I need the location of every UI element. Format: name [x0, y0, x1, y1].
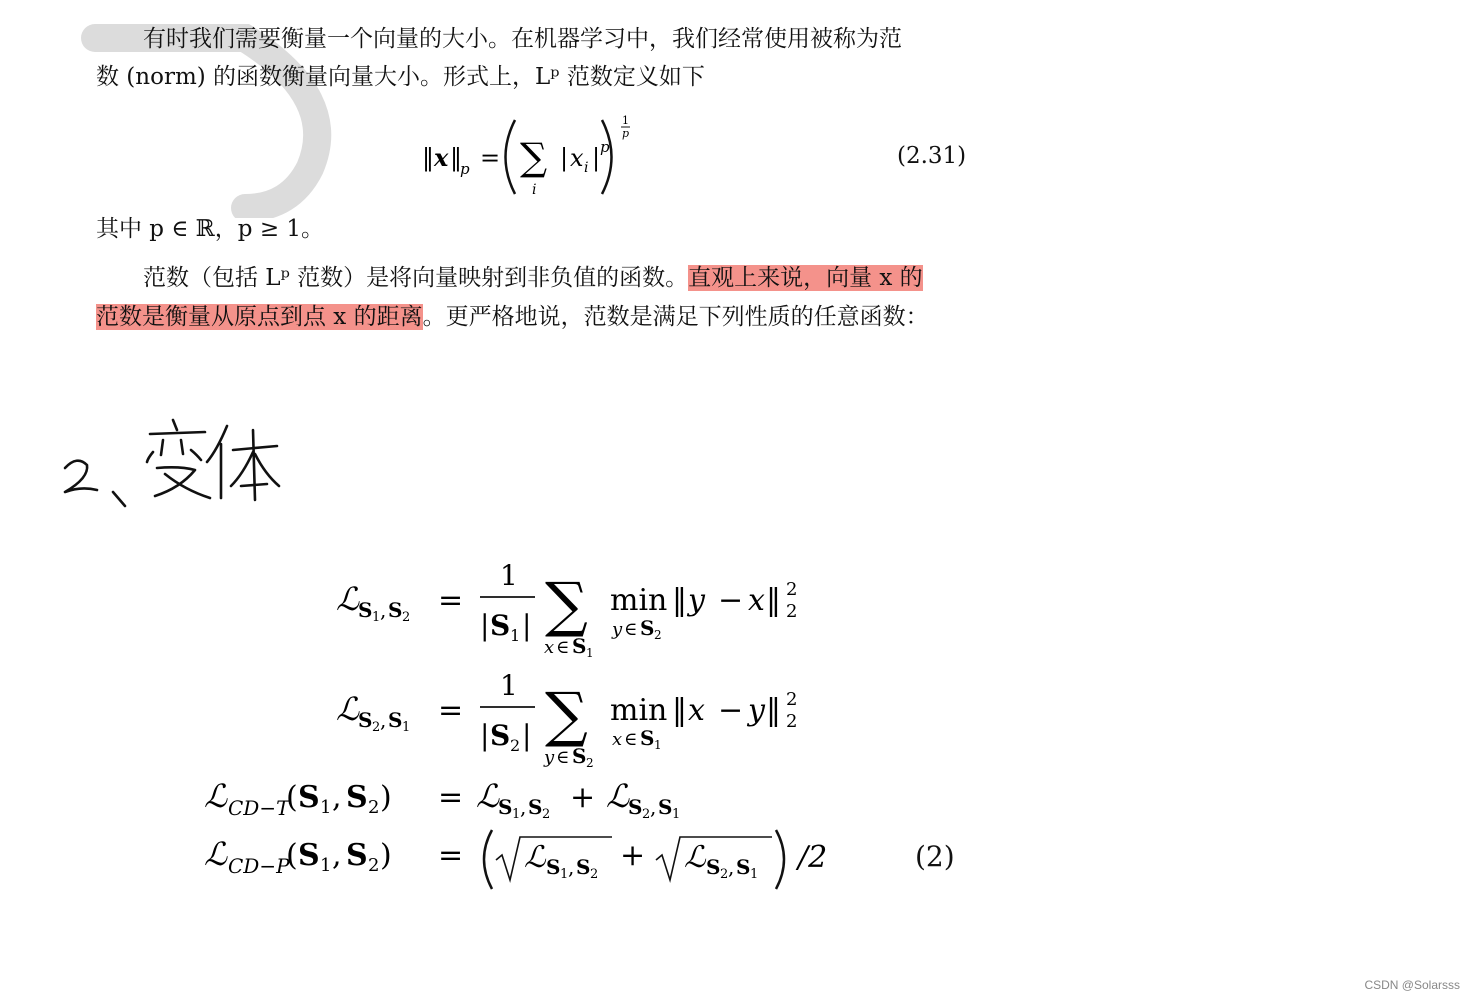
svg-text:S: S — [572, 634, 587, 658]
svg-text:1: 1 — [560, 867, 569, 882]
formula-line-3 — [204, 777, 680, 822]
svg-text:2: 2 — [642, 807, 651, 822]
formula-line-2 — [336, 669, 797, 770]
svg-text:S: S — [388, 708, 403, 732]
svg-text:S: S — [490, 609, 511, 642]
svg-text:,: , — [332, 780, 342, 815]
svg-text:S: S — [706, 855, 721, 879]
formula-line-1 — [336, 559, 797, 660]
svg-text:∑: ∑ — [545, 570, 588, 640]
svg-text:1: 1 — [586, 646, 594, 660]
svg-text:x: x — [544, 637, 555, 658]
svg-text:1: 1 — [320, 797, 332, 818]
svg-text:S: S — [358, 708, 373, 732]
svg-text:+: + — [570, 780, 596, 815]
svg-text:S: S — [498, 795, 513, 819]
chamfer-formula — [200, 555, 980, 895]
svg-text:‖: ‖ — [766, 693, 781, 728]
svg-text:=: = — [438, 838, 464, 873]
svg-text:(: ( — [286, 780, 298, 815]
svg-text:2: 2 — [786, 711, 798, 732]
svg-text:‖: ‖ — [766, 583, 781, 618]
svg-text:‖: ‖ — [672, 693, 687, 728]
svg-text:2: 2 — [590, 867, 599, 882]
svg-text:y: y — [748, 693, 765, 728]
svg-text:S: S — [576, 855, 591, 879]
svg-text:2: 2 — [786, 689, 798, 710]
svg-text:): ) — [380, 780, 392, 815]
svg-text:|: | — [480, 719, 490, 752]
svg-text:x: x — [612, 729, 623, 750]
svg-text:1: 1 — [750, 867, 759, 882]
svg-text:1: 1 — [320, 855, 332, 876]
svg-text:i: i — [584, 160, 589, 176]
svg-text:=: = — [438, 693, 464, 728]
paragraph-3-line-2-plain: 。更严格地说，范数是满足下列性质的任意函数： — [422, 304, 929, 330]
paragraph-1-line-2: 数 (norm) 的函数衡量向量大小。形式上，Lᵖ 范数定义如下 — [96, 64, 705, 90]
svg-text:x: x — [748, 583, 765, 618]
svg-text:p: p — [460, 160, 470, 178]
svg-text:S: S — [346, 838, 368, 873]
svg-text:CD−P: CD−P — [228, 854, 290, 878]
svg-text:S: S — [490, 719, 511, 752]
svg-text:ℒ: ℒ — [684, 840, 706, 875]
svg-text:2: 2 — [720, 867, 729, 882]
svg-text:2: 2 — [402, 610, 411, 625]
paragraph-3-line-2 — [96, 298, 929, 336]
svg-text:1: 1 — [622, 114, 629, 127]
footer-credit: CSDN @Solarsss — [1364, 978, 1460, 992]
svg-text:S: S — [628, 795, 643, 819]
svg-text:|: | — [592, 144, 601, 172]
svg-text:=: = — [438, 583, 464, 618]
svg-text:S: S — [546, 855, 561, 879]
svg-text:S: S — [298, 838, 320, 873]
svg-text:(: ( — [286, 838, 298, 873]
svg-text:1: 1 — [402, 720, 411, 735]
svg-text:S: S — [298, 780, 320, 815]
svg-text:S: S — [736, 855, 751, 879]
svg-text:min: min — [610, 583, 668, 618]
svg-text:S: S — [388, 598, 403, 622]
svg-text:1: 1 — [500, 669, 518, 702]
svg-text:‖: ‖ — [672, 583, 687, 618]
svg-text:y: y — [612, 619, 623, 640]
svg-text:ℒ: ℒ — [606, 777, 630, 815]
svg-text:x: x — [570, 144, 584, 172]
svg-text:∑: ∑ — [545, 680, 588, 750]
equation-number: (2.31) — [897, 143, 967, 169]
svg-text:/2: /2 — [798, 840, 828, 875]
svg-text:2: 2 — [786, 601, 798, 622]
svg-text:S: S — [528, 795, 543, 819]
svg-text:S: S — [640, 616, 655, 640]
svg-text:|: | — [522, 609, 532, 642]
svg-text:,: , — [380, 598, 387, 622]
svg-text:|: | — [522, 719, 532, 752]
svg-text:,: , — [568, 855, 575, 879]
svg-text:,: , — [380, 708, 387, 732]
svg-text:S: S — [658, 795, 673, 819]
svg-text:|: | — [560, 144, 569, 172]
svg-text:min: min — [610, 693, 668, 728]
svg-text:): ) — [380, 838, 392, 873]
svg-text:∑: ∑ — [520, 135, 548, 179]
svg-text:+: + — [620, 838, 646, 873]
svg-text:1: 1 — [372, 610, 381, 625]
svg-text:S: S — [572, 744, 587, 768]
svg-text:,: , — [650, 795, 657, 819]
svg-text:−: − — [718, 583, 744, 618]
paragraph-2: 其中 p ∈ ℝ，p ≥ 1。 — [96, 216, 325, 242]
svg-text:=: = — [480, 144, 501, 172]
svg-text:S: S — [346, 780, 368, 815]
svg-text:ℒ: ℒ — [336, 690, 360, 728]
svg-text:2: 2 — [368, 855, 380, 876]
svg-text:−: − — [718, 693, 744, 728]
highlight-line-2: 范数是衡量从原点到点 x 的距离 — [96, 304, 423, 330]
svg-text:y: y — [688, 583, 705, 618]
svg-text:S: S — [640, 726, 655, 750]
svg-text:CD−T: CD−T — [228, 796, 290, 820]
svg-text:ℒ: ℒ — [204, 835, 228, 873]
svg-text:|: | — [480, 609, 490, 642]
svg-text:ℒ: ℒ — [524, 840, 546, 875]
paragraph-3-line-1-plain: 范数（包括 Lᵖ 范数）是将向量映射到非负值的函数。 — [143, 265, 689, 291]
svg-text:1: 1 — [500, 559, 518, 592]
svg-text:ℒ: ℒ — [204, 777, 228, 815]
svg-text:∈: ∈ — [624, 729, 638, 750]
svg-text:∈: ∈ — [624, 619, 638, 640]
svg-text:‖: ‖ — [422, 144, 434, 172]
svg-text:1: 1 — [672, 807, 681, 822]
svg-text:2: 2 — [372, 720, 381, 735]
svg-text:p: p — [600, 138, 610, 156]
svg-text:x: x — [688, 693, 705, 728]
svg-text:1: 1 — [512, 807, 521, 822]
svg-text:ℒ: ℒ — [476, 777, 500, 815]
paragraph-3-line-1 — [143, 259, 923, 297]
svg-text:2: 2 — [586, 756, 594, 770]
formula-line-4 — [204, 830, 827, 889]
svg-text:,: , — [332, 838, 342, 873]
svg-text:1: 1 — [654, 738, 662, 752]
handwritten-heading — [55, 410, 285, 520]
svg-text:p: p — [622, 127, 630, 140]
svg-text:y: y — [544, 747, 555, 768]
svg-text:2: 2 — [542, 807, 551, 822]
formula-number: (2) — [915, 840, 955, 873]
svg-text:2: 2 — [786, 579, 798, 600]
svg-text:ℒ: ℒ — [336, 580, 360, 618]
svg-text:i: i — [532, 182, 537, 198]
svg-text:,: , — [728, 855, 735, 879]
svg-text:,: , — [520, 795, 527, 819]
svg-text:S: S — [358, 598, 373, 622]
svg-text:∈: ∈ — [556, 637, 570, 658]
svg-text:=: = — [438, 780, 464, 815]
svg-text:∈: ∈ — [556, 747, 570, 768]
svg-text:1: 1 — [510, 626, 521, 645]
svg-text:x: x — [434, 143, 449, 172]
equation-norm — [420, 112, 960, 202]
highlight-line-1: 直观上来说，向量 x 的 — [688, 265, 923, 291]
svg-text:‖: ‖ — [450, 144, 462, 172]
svg-text:2: 2 — [510, 736, 521, 755]
svg-text:2: 2 — [654, 628, 662, 642]
svg-text:2: 2 — [368, 797, 380, 818]
paragraph-1-line-1: 有时我们需要衡量一个向量的大小。在机器学习中，我们经常使用被称为范 — [143, 26, 902, 52]
